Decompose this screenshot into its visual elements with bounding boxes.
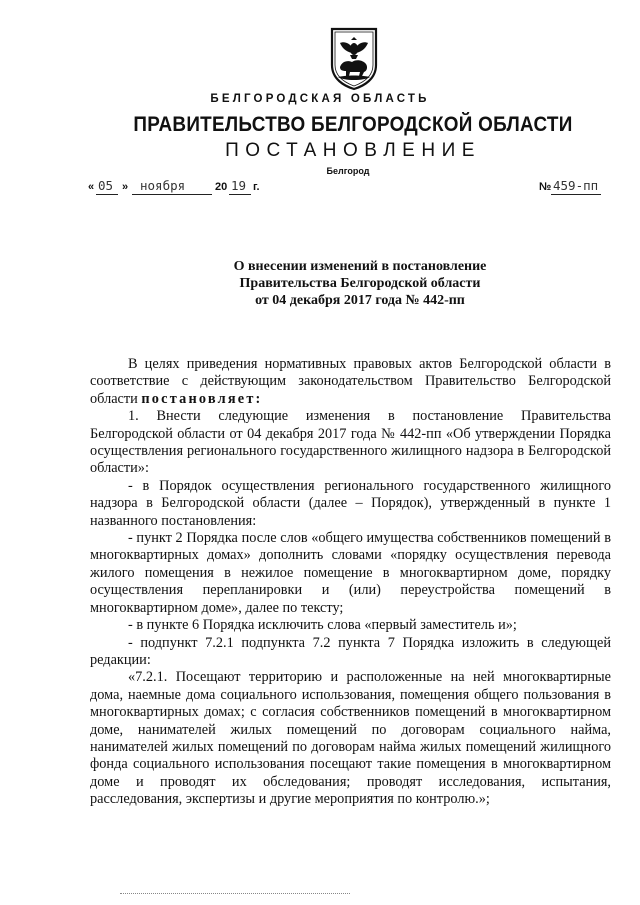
city-name: Белгород	[326, 166, 370, 176]
title-line-3: от 04 декабря 2017 года № 442-пп	[255, 293, 465, 308]
preamble-text: В целях приведения нормативных правовых актов Белгородской области в соответствие с действующим законодательством Правительство Белгородской области	[90, 356, 611, 407]
paragraph-point-2: - пункт 2 Порядка после слов «общего имущества собственников помещений в многоквартирных домах» дополнить словами «порядку осуществления перевода жилого помещения в нежилое помещение в многоквартирном доме, порядку осуществления перепланировки и (или) переустройства помещений в многоквартирном доме», далее по тексту;	[90, 530, 611, 616]
number-prefix: №	[539, 181, 552, 193]
date-close-quote: »	[122, 181, 129, 193]
scan-artifact-line	[120, 893, 350, 894]
paragraph-item-1: 1. Внести следующие изменения в постановление Правительства Белгородской области от 04 декабря 2017 года № 442-пп «Об утверждении Порядка осуществления регионального государственного жилищного надзора в Белгородской области»:	[90, 408, 611, 477]
number-underline	[551, 194, 601, 195]
year-underline	[229, 194, 251, 195]
region-name: БЕЛГОРОДСКАЯ ОБЛАСТЬ	[210, 93, 430, 105]
paragraph-subpoint-7-2-1-text: «7.2.1. Посещают территорию и расположенные на ней многоквартирные дома, наемные дома социального использования, помещения общего пользования в многоквартирных домах; с согласия собственников помещений в многоквартирном доме, нанимателей жилых помещений по договорам социального найма, нанимателей жилых помещений по договорам найма жилых помещений жилищного фонда социального использования посещают такие помещения в многоквартирном доме и проводят их обследования; проводят исследования, испытания, расследования, экспертизы и другие мероприятия по контролю.»;	[90, 669, 611, 808]
date-number-row	[88, 178, 608, 198]
month-underline	[132, 194, 212, 195]
paragraph-procedure-changes: - в Порядок осуществления регионального государственного жилищного надзора в Белгородской области (далее – Порядок), утвержденный в пункте 1 названного постановления:	[90, 477, 611, 529]
government-name: ПРАВИТЕЛЬСТВО БЕЛГОРОДСКОЙ ОБЛАСТИ	[133, 113, 573, 136]
title-line-1: О внесении изменений в постановление	[233, 259, 487, 274]
resolves-word: постановляет:	[141, 390, 263, 407]
date-month: ноября	[140, 178, 186, 193]
document-body	[90, 356, 611, 809]
day-underline	[96, 194, 118, 195]
date-year-abbr: г.	[253, 181, 260, 193]
paragraph-point-6: - в пункте 6 Порядка исключить слова «первый заместитель и»;	[128, 617, 517, 634]
coat-of-arms-emblem	[328, 25, 380, 91]
date-open-quote: «	[88, 181, 95, 193]
document-title	[160, 258, 560, 309]
date-year-prefix: 20	[215, 181, 228, 193]
paragraph-preamble	[90, 356, 611, 408]
paragraph-subpoint-7-2-1-intro: - подпункт 7.2.1 подпункта 7.2 пункта 7 Порядка изложить в следующей редакции:	[90, 634, 611, 668]
title-line-2: Правительства Белгородской области	[239, 276, 481, 291]
date-year-suffix: 19	[231, 178, 247, 193]
document-type: ПОСТАНОВЛЕНИЕ	[225, 140, 481, 161]
date-day: 05	[98, 178, 114, 193]
document-number: 459-пп	[553, 178, 599, 193]
